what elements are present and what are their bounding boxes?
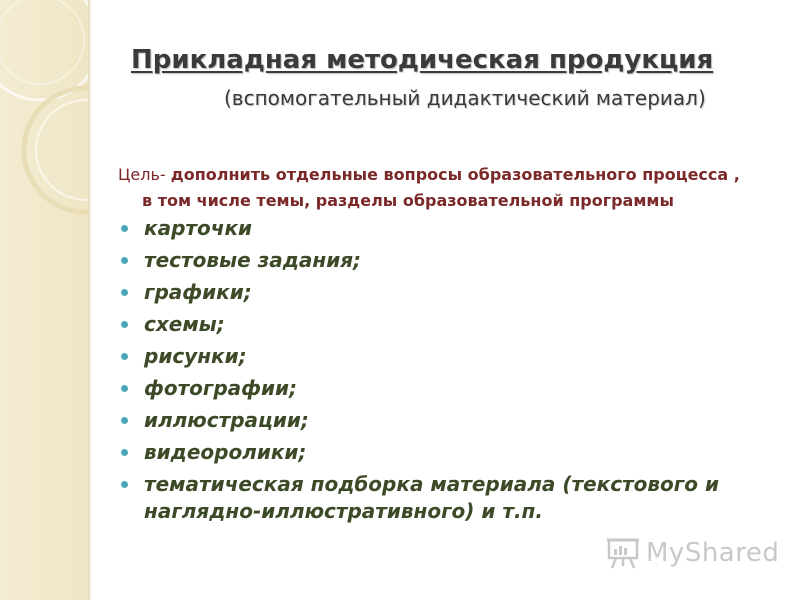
slide-title: Прикладная методическая продукция: [131, 45, 714, 75]
watermark-text: MyShared: [646, 538, 780, 568]
list-item-text: рисунки;: [144, 344, 247, 368]
bullet-icon: [121, 353, 128, 360]
list-item-text: тематическая подборка материала (текстового и наглядно-иллюстративного) и т.п.: [144, 472, 719, 523]
bullet-icon: [121, 449, 128, 456]
bullet-icon: [121, 417, 128, 424]
goal-text-line1: дополнить отдельные вопросы образовательного процесса ,: [170, 165, 740, 184]
list-item-text: иллюстрации;: [144, 408, 309, 432]
watermark: [606, 536, 779, 570]
list-item: [118, 375, 788, 402]
bullet-icon: [121, 257, 128, 264]
list-item-text: карточки: [144, 216, 253, 240]
band-edge: [88, 0, 92, 600]
bullet-icon: [121, 385, 128, 392]
goal-label: Цель-: [118, 165, 166, 184]
materials-list: [118, 215, 788, 530]
slide-subtitle: (вспомогательный дидактический материал): [224, 86, 706, 110]
bullet-icon: [121, 321, 128, 328]
list-item-text: схемы;: [144, 312, 225, 336]
list-item-text: видеоролики;: [144, 440, 307, 464]
list-item: [118, 247, 788, 274]
presentation-board-icon: [606, 536, 640, 570]
decorative-circles: [0, 0, 88, 600]
list-item-text: тестовые задания;: [144, 248, 362, 272]
list-item: [118, 343, 788, 370]
list-item: [118, 215, 788, 242]
goal-paragraph: [118, 162, 768, 214]
list-item: [118, 407, 788, 434]
list-item: [118, 439, 788, 466]
bullet-icon: [121, 481, 128, 488]
list-item: [118, 471, 788, 525]
list-item: [118, 279, 788, 306]
decorative-side-band: [0, 0, 88, 600]
bullet-icon: [121, 289, 128, 296]
bullet-icon: [121, 225, 128, 232]
list-item: [118, 311, 788, 338]
list-item-text: графики;: [144, 280, 252, 304]
list-item-text: фотографии;: [144, 376, 298, 400]
goal-text-line2: в том числе темы, разделы образовательной программы: [142, 191, 674, 210]
